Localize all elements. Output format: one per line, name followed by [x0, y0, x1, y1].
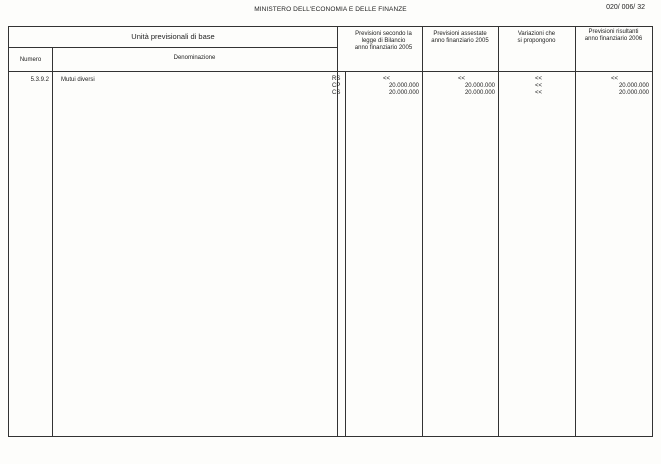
col3-header — [498, 31, 575, 45]
row-col2-values — [424, 76, 495, 97]
divider-numero — [52, 47, 53, 436]
divider-codes — [345, 72, 346, 436]
code-cs: CS — [332, 90, 341, 96]
col4-header — [575, 29, 652, 43]
col4-header-line: Previsioni risultanti — [588, 29, 639, 35]
value-cp: 20.000.000 — [618, 83, 649, 89]
value-cp: 20.000.000 — [388, 83, 419, 89]
divider-header-bottom — [9, 71, 652, 72]
divider-unit-header — [9, 47, 337, 48]
divider-col3 — [575, 27, 576, 436]
col1-header-line: legge di Bilancio — [361, 38, 406, 44]
row-numero: 5.3.9.2 — [30, 77, 49, 83]
row-col3-values — [500, 76, 573, 97]
row-denominazione: Mutui diversi — [61, 77, 95, 83]
col3-header-line: Variazioni che — [517, 31, 556, 37]
unit-header: Unità previsionali di base — [131, 32, 215, 41]
col1-header-line: anno finanziario 2005 — [354, 45, 413, 51]
code-cp: CP — [332, 83, 341, 89]
code-rs: RS — [332, 76, 341, 82]
value-rs: << — [535, 76, 543, 82]
value-rs: << — [611, 76, 619, 82]
budget-table — [8, 26, 653, 437]
col2-header — [422, 31, 498, 45]
row-codes — [332, 76, 340, 97]
value-cs: << — [535, 90, 543, 96]
value-cp: << — [535, 83, 543, 89]
col4-header-line: anno finanziario 2006 — [584, 36, 643, 42]
ministry-title: MINISTERO DELL'ECONOMIA E DELLE FINANZE — [254, 6, 407, 13]
col1-header-line: Previsioni secondo la — [355, 31, 412, 37]
value-cs: 20.000.000 — [618, 90, 649, 96]
row-col4-values — [577, 76, 649, 97]
col1-header — [345, 31, 422, 52]
value-cs: 20.000.000 — [464, 90, 495, 96]
value-rs: << — [458, 76, 466, 82]
col-numero-header: Numero — [19, 57, 42, 63]
row-col1-values — [347, 76, 419, 97]
col3-header-line: si propongono — [517, 38, 556, 44]
col2-header-line: Previsioni assestate — [433, 31, 487, 37]
col-denominazione-header: Denominazione — [173, 55, 216, 61]
value-cp: 20.000.000 — [464, 83, 495, 89]
divider-col2 — [498, 27, 499, 436]
value-rs: << — [383, 76, 391, 82]
divider-col1 — [422, 27, 423, 436]
page-code: 020/ 006/ 32 — [606, 4, 645, 11]
col2-header-line: anno finanziario 2005 — [431, 38, 489, 44]
value-cs: 20.000.000 — [388, 90, 419, 96]
